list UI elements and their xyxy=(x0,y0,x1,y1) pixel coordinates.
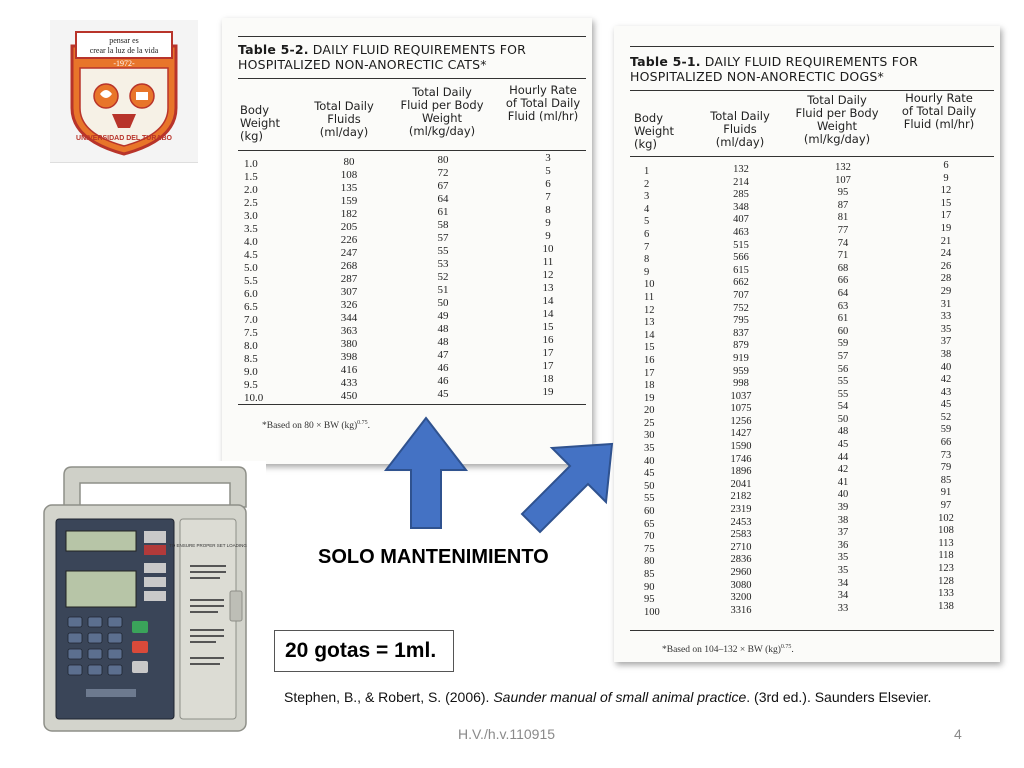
dogs-cell: 54 xyxy=(837,401,849,413)
footer-code: H.V./h.v.110915 xyxy=(458,726,556,742)
cats-cell: 7 xyxy=(545,191,551,203)
cats-fluid-table-image xyxy=(222,18,592,464)
cats-cell: 19 xyxy=(542,386,554,398)
cats-header-per-kg: Total Daily Fluid per Body Weight (ml/kg/day) xyxy=(400,85,484,138)
cats-cell: 8.5 xyxy=(244,353,258,365)
dogs-cell: 33 xyxy=(837,602,849,614)
dogs-cell: 3316 xyxy=(730,604,752,616)
cats-cell: 9.5 xyxy=(244,379,258,391)
logo-banner-text-1: pensar es xyxy=(109,36,139,45)
cats-cell: 61 xyxy=(437,206,449,218)
dogs-cell: 34 xyxy=(837,590,849,602)
cats-cell: 7.0 xyxy=(244,314,258,326)
cats-cell: 64 xyxy=(437,193,449,205)
dogs-cell: 2960 xyxy=(730,567,752,578)
cats-cell: 48 xyxy=(437,323,449,335)
dogs-cell: 37 xyxy=(940,336,952,348)
dogs-fluid-table-image xyxy=(614,26,1000,662)
dogs-top-rule xyxy=(630,46,994,47)
dogs-cell: 80 xyxy=(644,556,655,568)
cats-cell: 10 xyxy=(542,243,554,255)
pump-side-label: TO ENSURE PROPER SET LOADING xyxy=(169,543,247,548)
cats-footnote-text: *Based on 80 × BW (kg) xyxy=(262,421,358,432)
dogs-header-per-kg: Total Daily Fluid per Body Weight (ml/kg/day) xyxy=(795,93,879,146)
dogs-cell: 48 xyxy=(837,426,849,438)
dogs-cell: 73 xyxy=(940,449,952,461)
cats-cell: 18 xyxy=(542,373,554,385)
dogs-cell: 35 xyxy=(940,323,952,335)
dogs-cell: 662 xyxy=(733,277,749,289)
dogs-cell: 285 xyxy=(733,189,749,201)
dogs-cell: 9 xyxy=(644,266,650,278)
dogs-cell: 42 xyxy=(940,374,952,386)
dogs-cell: 566 xyxy=(733,252,749,264)
citation-text xyxy=(284,689,1004,705)
logo-banner-text-2: crear la luz de la vida xyxy=(89,46,159,55)
cats-col-total-daily xyxy=(326,156,372,403)
dogs-cell: 64 xyxy=(837,287,849,299)
dogs-cell: 837 xyxy=(733,327,749,339)
dogs-cell: 11 xyxy=(644,291,655,303)
cats-cell: 2.0 xyxy=(244,184,258,196)
dogs-cell: 87 xyxy=(837,199,849,211)
dogs-cell: 3200 xyxy=(730,592,752,604)
logo-year: -1972- xyxy=(113,59,135,68)
cats-title-line1: DAILY FLUID REQUIREMENTS FOR xyxy=(312,42,527,57)
infusion-pump-photo xyxy=(16,461,266,744)
cats-cell: 6 xyxy=(545,178,551,190)
dogs-cell: 1256 xyxy=(730,415,752,427)
dogs-cell: 128 xyxy=(938,575,954,587)
dogs-cell: 515 xyxy=(733,239,749,251)
university-logo-panel xyxy=(50,20,198,163)
dogs-cell: 3 xyxy=(644,191,650,203)
dogs-cell: 55 xyxy=(837,388,849,400)
dogs-cell: 9 xyxy=(943,172,949,184)
cats-cell: 48 xyxy=(437,336,449,348)
dogs-cell: 6 xyxy=(644,228,650,240)
dogs-cell: 35 xyxy=(837,552,849,564)
dogs-cell: 45 xyxy=(644,468,655,480)
dogs-footnote-exponent: 0.75 xyxy=(780,644,792,650)
cats-cell: 14 xyxy=(542,308,554,320)
cats-cell: 80 xyxy=(343,156,355,168)
dogs-cell: 214 xyxy=(733,176,749,188)
cats-cell: 1.0 xyxy=(244,158,258,170)
dogs-cell: 1075 xyxy=(730,403,752,415)
dogs-title-line1: DAILY FLUID REQUIREMENTS FOR xyxy=(704,54,919,69)
dogs-cell: 463 xyxy=(733,226,749,238)
dogs-cell: 12 xyxy=(940,185,952,197)
cats-cell: 15 xyxy=(542,321,554,333)
dogs-cell: 61 xyxy=(837,313,849,325)
dogs-cell: 57 xyxy=(837,350,849,362)
dogs-cell: 100 xyxy=(644,606,660,618)
dogs-cell: 33 xyxy=(940,311,952,323)
dogs-cell: 1896 xyxy=(730,466,752,478)
dogs-cell: 40 xyxy=(837,489,849,501)
dogs-cell: 20 xyxy=(644,405,655,417)
dogs-cell: 34 xyxy=(837,577,849,589)
cats-cell: 47 xyxy=(437,349,449,361)
cats-cell: 268 xyxy=(340,260,358,272)
cats-cell: 14 xyxy=(542,295,554,307)
cats-cell: 12 xyxy=(542,269,554,281)
dogs-cell: 17 xyxy=(644,367,655,379)
cats-cell: 3.0 xyxy=(244,210,258,222)
cats-footnote-exponent: 0.75 xyxy=(357,420,368,426)
cats-cell: 8 xyxy=(545,204,551,216)
cats-cell: 17 xyxy=(542,347,554,359)
dogs-cell: 8 xyxy=(644,254,650,266)
dogs-cell: 65 xyxy=(644,518,655,530)
cats-cell: 67 xyxy=(437,180,449,192)
cats-cell: 450 xyxy=(340,390,358,402)
cats-cell: 58 xyxy=(437,219,449,231)
cats-cell: 57 xyxy=(437,232,449,244)
dogs-cell: 1427 xyxy=(730,428,752,440)
cats-cell: 108 xyxy=(340,169,358,181)
dogs-cell: 52 xyxy=(940,411,952,423)
dogs-cell: 41 xyxy=(837,476,849,488)
dogs-cell: 70 xyxy=(644,531,655,543)
cats-cell: 398 xyxy=(340,351,358,363)
cats-cell: 17 xyxy=(542,360,554,372)
dogs-cell: 5 xyxy=(644,216,650,228)
dogs-cell: 68 xyxy=(837,262,849,274)
cats-cell: 380 xyxy=(340,338,358,350)
cats-bottom-rule xyxy=(238,404,586,405)
dogs-cell: 97 xyxy=(940,500,952,512)
cats-cell: 6.5 xyxy=(244,301,258,313)
dogs-header-rule xyxy=(630,156,994,157)
cats-cell: 205 xyxy=(340,221,358,233)
dogs-cell: 407 xyxy=(733,214,749,226)
cats-cell: 72 xyxy=(437,167,449,179)
dogs-cell: 38 xyxy=(940,348,952,360)
dogs-cell: 879 xyxy=(733,340,749,352)
dogs-cell: 133 xyxy=(938,588,954,600)
cats-header-total-daily: Total Daily Fluids (ml/day) xyxy=(314,99,374,139)
cats-header-body-weight: Body Weight (kg) xyxy=(240,103,281,143)
dogs-cell: 19 xyxy=(644,392,655,404)
cats-col-hourly-rate xyxy=(528,152,568,399)
cats-top-rule xyxy=(238,36,586,37)
dogs-cell: 113 xyxy=(938,537,954,549)
cats-cell: 10.0 xyxy=(244,392,264,404)
dogs-cell: 12 xyxy=(644,304,655,316)
dogs-cell: 138 xyxy=(938,600,954,612)
dogs-col-hourly-rate xyxy=(924,160,968,613)
cats-cell: 5.5 xyxy=(244,275,258,287)
dogs-bottom-rule xyxy=(630,630,994,631)
dogs-cell: 2583 xyxy=(730,529,752,541)
dogs-cell: 2 xyxy=(644,178,650,190)
dogs-cell: 959 xyxy=(733,365,749,377)
dogs-cell: 35 xyxy=(644,443,655,455)
dogs-cell: 7 xyxy=(644,241,650,253)
cats-cell: 45 xyxy=(437,388,449,400)
dogs-cell: 42 xyxy=(837,464,849,476)
cats-cell: 363 xyxy=(340,325,358,337)
dogs-footnote-text: *Based on 104–132 × BW (kg) xyxy=(662,645,781,656)
page-number: 4 xyxy=(954,726,962,742)
cats-cell: 4.0 xyxy=(244,236,258,248)
dogs-cell: 2836 xyxy=(730,554,752,566)
dogs-cell: 19 xyxy=(940,222,952,234)
dogs-cell: 1 xyxy=(644,166,650,177)
dogs-cell: 75 xyxy=(644,543,655,555)
cats-table-number: Table 5-2. xyxy=(238,42,309,57)
dogs-cell: 85 xyxy=(940,474,952,486)
dogs-cell: 1746 xyxy=(730,453,752,465)
cats-cell: 416 xyxy=(340,364,358,376)
dogs-cell: 77 xyxy=(837,224,849,236)
dogs-cell: 35 xyxy=(837,565,849,576)
cats-footnote: *Based on 80 × BW (kg)$^{0.75}$. xyxy=(262,420,371,432)
dogs-cell: 39 xyxy=(837,502,849,514)
dogs-header-body-weight: Body Weight (kg) xyxy=(634,111,675,151)
cats-cell: 46 xyxy=(437,375,449,387)
dogs-cell: 2041 xyxy=(730,478,752,490)
dogs-cell: 59 xyxy=(837,338,849,350)
logo-arc-text: UNIVERSIDAD DEL TURABO xyxy=(76,135,172,142)
dogs-cell: 16 xyxy=(644,354,655,366)
cats-cell: 9 xyxy=(545,230,551,242)
dogs-cell: 795 xyxy=(733,315,749,327)
cats-cell: 2.5 xyxy=(244,197,258,209)
cats-cell: 52 xyxy=(437,271,449,283)
dogs-cell: 132 xyxy=(733,164,749,175)
dogs-cell: 50 xyxy=(837,413,849,425)
dogs-cell: 44 xyxy=(837,451,849,463)
cats-header-hourly-rate: Hourly Rate of Total Daily Fluid (ml/hr) xyxy=(505,83,581,123)
cats-cell: 49 xyxy=(437,310,449,322)
dogs-footnote: *Based on 104–132 × BW (kg)$^{0.75}$. xyxy=(662,644,794,656)
dogs-cell: 108 xyxy=(938,525,954,537)
cats-cell: 80 xyxy=(437,154,449,166)
dogs-cell: 37 xyxy=(837,527,849,539)
dogs-cell: 348 xyxy=(733,201,749,213)
cats-cell: 55 xyxy=(437,245,449,257)
dogs-cell: 2319 xyxy=(730,504,752,516)
cats-cell: 344 xyxy=(340,312,358,324)
dogs-cell: 81 xyxy=(837,212,849,224)
dogs-cell: 998 xyxy=(733,378,749,390)
dogs-cell: 25 xyxy=(644,417,655,429)
university-seal-logo xyxy=(64,28,184,156)
cats-cell: 3.5 xyxy=(244,223,258,235)
up-arrow-icon xyxy=(380,414,472,532)
dogs-cell: 4 xyxy=(644,203,650,215)
dogs-cell: 2453 xyxy=(730,516,752,528)
dogs-cell: 85 xyxy=(644,569,655,580)
cats-cell: 5 xyxy=(545,165,551,177)
cats-cell: 5.0 xyxy=(244,262,258,274)
cats-cell: 247 xyxy=(340,247,358,259)
cats-cell: 326 xyxy=(340,299,358,311)
dogs-cell: 615 xyxy=(733,264,749,276)
cats-cell: 9.0 xyxy=(244,366,258,378)
diagonal-arrow-icon xyxy=(514,438,618,538)
dogs-cell: 95 xyxy=(644,594,655,606)
cats-cell: 135 xyxy=(340,182,358,194)
citation-authors: Stephen, B., & Robert, S. (2006). xyxy=(284,689,494,705)
dogs-cell: 91 xyxy=(940,487,952,499)
dogs-cell: 74 xyxy=(837,237,849,249)
dogs-cell: 1037 xyxy=(730,390,752,402)
dogs-cell: 95 xyxy=(837,187,849,199)
dogs-cell: 3080 xyxy=(730,579,752,591)
dogs-cell: 118 xyxy=(938,550,954,562)
cats-cell: 51 xyxy=(437,284,449,296)
dogs-cell: 15 xyxy=(940,197,952,209)
cats-cell: 9 xyxy=(545,217,551,229)
dogs-cell: 17 xyxy=(940,210,952,222)
dogs-cell: 60 xyxy=(644,506,655,518)
dogs-cell: 2182 xyxy=(730,491,752,503)
cats-cell: 8.0 xyxy=(244,340,258,352)
dogs-cell: 71 xyxy=(837,250,849,262)
dogs-table-title-line2: HOSPITALIZED NON-ANORECTIC DOGS* xyxy=(630,69,884,84)
cats-col-body-weight xyxy=(244,158,284,405)
dogs-cell: 707 xyxy=(733,289,749,301)
dogs-cell: 28 xyxy=(940,273,952,285)
infusion-pump-illustration xyxy=(16,461,266,744)
dogs-cell: 38 xyxy=(837,514,849,526)
dogs-cell: 55 xyxy=(644,493,655,505)
cats-cell: 4.5 xyxy=(244,249,258,261)
cats-header-rule xyxy=(238,150,586,151)
dogs-table-title xyxy=(630,54,992,69)
cats-cell: 50 xyxy=(437,297,449,309)
cats-table-title xyxy=(238,42,584,57)
dogs-cell: 59 xyxy=(940,424,952,436)
dogs-cell: 40 xyxy=(644,455,655,467)
cats-cell: 46 xyxy=(437,362,449,374)
cats-cell: 226 xyxy=(340,234,358,246)
dogs-cell: 24 xyxy=(940,248,952,260)
dogs-header-hourly-rate: Hourly Rate of Total Daily Fluid (ml/hr) xyxy=(901,91,977,131)
dogs-cell: 102 xyxy=(938,512,954,524)
cats-cell: 433 xyxy=(340,377,358,389)
dogs-cell: 752 xyxy=(733,302,749,314)
dogs-cell: 36 xyxy=(837,539,849,551)
cats-cell: 3 xyxy=(545,152,551,164)
dogs-cell: 2710 xyxy=(730,541,752,553)
drops-conversion-box: 20 gotas = 1ml. xyxy=(274,630,454,672)
cats-cell: 287 xyxy=(340,273,358,285)
cats-cell: 13 xyxy=(542,282,554,294)
dogs-cell: 45 xyxy=(940,399,952,411)
dogs-cell: 919 xyxy=(733,352,749,364)
cats-cell: 307 xyxy=(340,286,358,298)
dogs-cell: 40 xyxy=(940,361,952,373)
dogs-cell: 66 xyxy=(837,275,849,287)
solo-mantenimiento-label: SOLO MANTENIMIENTO xyxy=(318,546,549,568)
cats-cell: 16 xyxy=(542,334,554,346)
dogs-col-total-daily xyxy=(716,164,766,617)
dogs-cell: 43 xyxy=(940,386,952,398)
dogs-table-number: Table 5-1. xyxy=(630,54,701,69)
dogs-cell: 107 xyxy=(835,174,851,186)
dogs-cell: 123 xyxy=(938,563,954,574)
cats-cell: 7.5 xyxy=(244,327,258,339)
dogs-cell: 90 xyxy=(644,581,655,593)
dogs-cell: 13 xyxy=(644,317,655,329)
dogs-cell: 1590 xyxy=(730,441,752,453)
cats-cell: 1.5 xyxy=(244,171,258,183)
citation-book-title: Saunder manual of small animal practice xyxy=(493,689,747,705)
cats-cell: 53 xyxy=(437,258,449,270)
cats-cell: 182 xyxy=(340,208,358,220)
dogs-cell: 10 xyxy=(644,279,655,291)
dogs-cell: 30 xyxy=(644,430,655,442)
citation-publisher: . (3rd ed.). Saunders Elsevier. xyxy=(746,689,932,705)
dogs-header-total-daily: Total Daily Fluids (ml/day) xyxy=(710,109,770,149)
cats-col-per-kg xyxy=(420,154,466,401)
dogs-cell: 29 xyxy=(940,285,952,297)
cats-table-title-line2: HOSPITALIZED NON-ANORECTIC CATS* xyxy=(238,57,487,72)
dogs-cell: 55 xyxy=(837,376,849,388)
dogs-cell: 79 xyxy=(940,462,952,474)
dogs-cell: 66 xyxy=(940,437,952,449)
dogs-cell: 18 xyxy=(644,380,655,392)
dogs-cell: 21 xyxy=(940,235,952,247)
dogs-col-body-weight xyxy=(644,166,684,619)
cats-cell: 159 xyxy=(340,195,358,207)
dogs-cell: 50 xyxy=(644,480,655,492)
dogs-cell: 15 xyxy=(644,342,655,354)
dogs-cell: 63 xyxy=(837,300,849,312)
cats-cell: 6.0 xyxy=(244,288,258,300)
dogs-cell: 14 xyxy=(644,329,655,341)
dogs-cell: 31 xyxy=(940,298,952,310)
dogs-cell: 56 xyxy=(837,363,849,375)
dogs-cell: 26 xyxy=(940,260,952,272)
dogs-cell: 45 xyxy=(837,439,849,451)
dogs-cell: 60 xyxy=(837,325,849,337)
dogs-cell: 132 xyxy=(835,162,851,173)
cats-cell: 11 xyxy=(542,256,554,268)
cats-title-rule xyxy=(238,78,586,79)
dogs-col-per-kg xyxy=(820,162,866,615)
dogs-cell: 6 xyxy=(943,160,949,171)
